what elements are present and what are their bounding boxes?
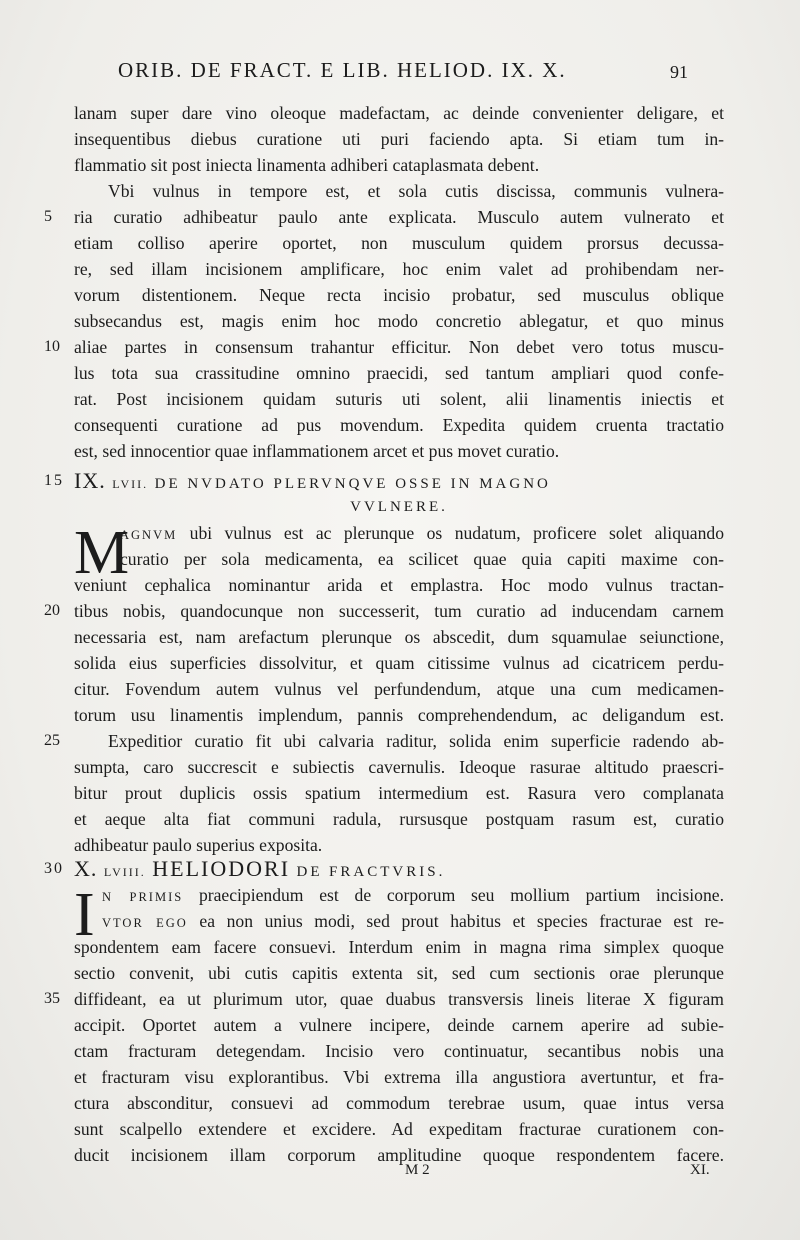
text-line: ducit incisionem illam corporum amplitudine quoque respondentem facere. xyxy=(74,1145,724,1165)
text-line xyxy=(44,728,724,754)
text-line: sumpta, caro succrescit e subiectis cavernulis. Ideoque rasurae altitudo praescri- xyxy=(74,757,724,777)
chapter-number: LVII. xyxy=(112,477,149,491)
text-line: spondentem eam facere consuevi. Interdum enim in magna rima simplex quoque xyxy=(74,937,724,957)
text-line-content: praecipiendum est de corporum seu mollium partium incisione. xyxy=(198,885,724,905)
text-line xyxy=(44,204,724,230)
signature-mark: M 2 xyxy=(405,1162,430,1178)
author-name: HELIODORI xyxy=(152,856,291,881)
section-title: FRACTVRIS. xyxy=(329,864,446,880)
text-line: lanam super dare vino oleoque madefactam, ac deinde convenienter deligare, et xyxy=(74,103,724,123)
text-line: torum usu linamentis implendum, pannis comprehendendum, ac deligandum est. xyxy=(74,705,724,725)
text-line: curatio per sola medicamenta, ea scilicet quae quia capiti maxime con- xyxy=(120,549,724,569)
line-number: 25 xyxy=(44,732,60,749)
text-line-content: ea non unius modi, sed prout habitus et species fracturae est re- xyxy=(199,911,724,931)
text-line: veniunt cephalica nominantur arida et emplastra. Hoc modo vulnus tractan- xyxy=(74,575,724,595)
text-line: lus tota sua crassitudine omnino praecidi, sed tantum ampliari quod confe- xyxy=(74,363,724,383)
line-number: 30 xyxy=(44,860,64,877)
text-line: re, sed illam incisionem amplificare, hoc enim valet ad prohibendam ner- xyxy=(74,259,724,279)
header-title: ORIB. DE FRACT. E LIB. HELIOD. IX. X. xyxy=(118,58,567,82)
line-number: 5 xyxy=(44,208,52,225)
section-heading-x xyxy=(44,856,724,882)
running-header xyxy=(118,58,698,83)
line-number: 15 xyxy=(44,472,64,489)
text-line: et aeque alta fiat communi radula, rursusque postquam rasum est, curatio xyxy=(74,809,724,829)
small-caps-word: N PRIMIS xyxy=(102,890,184,904)
small-caps-word: VTOR EGO xyxy=(102,916,188,930)
text-line-content: ria curatio adhibeatur paulo ante explicata. Musculo autem vulnerato et xyxy=(74,207,724,227)
paragraph-block-2 xyxy=(44,519,724,858)
text-line-content: aliae partes in consensum trahantur efficitur. Non debet vero totus muscu- xyxy=(74,337,724,357)
text-line: rat. Post incisionem quidam suturis uti solent, alii linamentis iniectis et xyxy=(74,389,724,409)
paragraph-block-1 xyxy=(44,100,724,464)
text-line: solida eius superficies dissolvitur, et quam citissime vulnus ad cicatricem perdu- xyxy=(74,653,724,673)
text-line: est, sed innocentior quae inflammationem arcet et pus movet curatio. xyxy=(74,441,560,461)
text-line: citur. Fovendum autem vulnus vel perfundendum, atque una cum medicamen- xyxy=(74,679,724,699)
paragraph-block-3 xyxy=(44,881,724,1168)
text-line-content: diffideant, ea ut plurimum utor, quae duabus transversis lineis literae X figuram xyxy=(74,989,724,1009)
text-line: sunt scalpello extendere et excidere. Ad expeditam fracturae curationem con- xyxy=(74,1119,724,1139)
page-number: 91 xyxy=(670,62,688,82)
text-line: etiam collisо aperire oportet, non musculum quidem prorsus decussa- xyxy=(74,233,724,253)
section-number: X. xyxy=(74,856,98,881)
section-title: DE NVDATO PLERVNQVE OSSE IN MAGNO xyxy=(154,476,551,492)
line-number: 35 xyxy=(44,990,60,1007)
text-line: ctam fracturam detegendam. Incisio vero continuatur, secantibus nobis una xyxy=(74,1041,724,1061)
text-line: insequentibus diebus curatione uti puri faciendo apta. Si etiam tum in- xyxy=(74,129,724,149)
text-line xyxy=(44,334,724,360)
text-line: et fracturam visu explorantibus. Vbi extrema illa angustiora avertuntur, et fra- xyxy=(74,1067,724,1087)
line-number: 10 xyxy=(44,338,60,355)
line-number: 20 xyxy=(44,602,60,619)
text-line xyxy=(44,986,724,1012)
section-title-continued: VVLNERE. xyxy=(350,499,448,515)
drop-capital: I xyxy=(74,881,95,949)
text-line: ctura absconditur, consuevi ad commodum terebrae usum, quae intus versa xyxy=(74,1093,724,1113)
drop-capital: M xyxy=(74,519,130,587)
text-line: subsecandus est, magis enim hoc modo concretio ablegatur, et quo minus xyxy=(74,311,724,331)
chapter-number: LVIII. xyxy=(103,865,146,879)
small-caps-word: AGNVM xyxy=(120,528,178,542)
text-line: adhibeatur paulo superius exposita. xyxy=(74,835,323,855)
text-line: vorum distentionem. Neque recta incisio probatur, sed musculus oblique xyxy=(74,285,724,305)
text-line: flammatio sit post iniecta linamenta adhiberi cataplasmata debent. xyxy=(74,155,540,175)
text-line-content: tibus nobis, quandocunque non successerit, tum curatio ad inducendam carnem xyxy=(74,601,724,621)
text-line: necessaria est, nam arefactum plerunque os abscedit, dum squamulae seiunctione, xyxy=(74,627,724,647)
text-line: Vbi vulnus in tempore est, et sola cutis discissa, communis vulnera- xyxy=(108,181,724,201)
text-line: consequenti curatione ad pus movendum. Expedita quidem cruenta tractatio xyxy=(74,415,724,435)
text-line: accipit. Oportet autem a vulnere incipere, deinde carnem aperire ad subie- xyxy=(74,1015,724,1035)
section-number: IX. xyxy=(74,468,106,493)
catchword: XI. xyxy=(690,1162,710,1178)
section-title-de: DE xyxy=(296,864,323,880)
text-line: bitur prout duplicis ossis spatium intermedium est. Rasura vero complanata xyxy=(74,783,724,803)
text-line-content: Expeditior curatio fit ubi calvaria raditur, solida enim superficie radendo ab- xyxy=(108,731,724,751)
text-line: sectio convenit, ubi cutis capitis extenta sit, sed cum sectionis orae plerunque xyxy=(74,963,724,983)
text-line-content: ubi vulnus est ac plerunque os nudatum, proficere solet aliquando xyxy=(189,523,724,543)
section-heading-ix xyxy=(44,468,724,520)
text-line xyxy=(44,598,724,624)
